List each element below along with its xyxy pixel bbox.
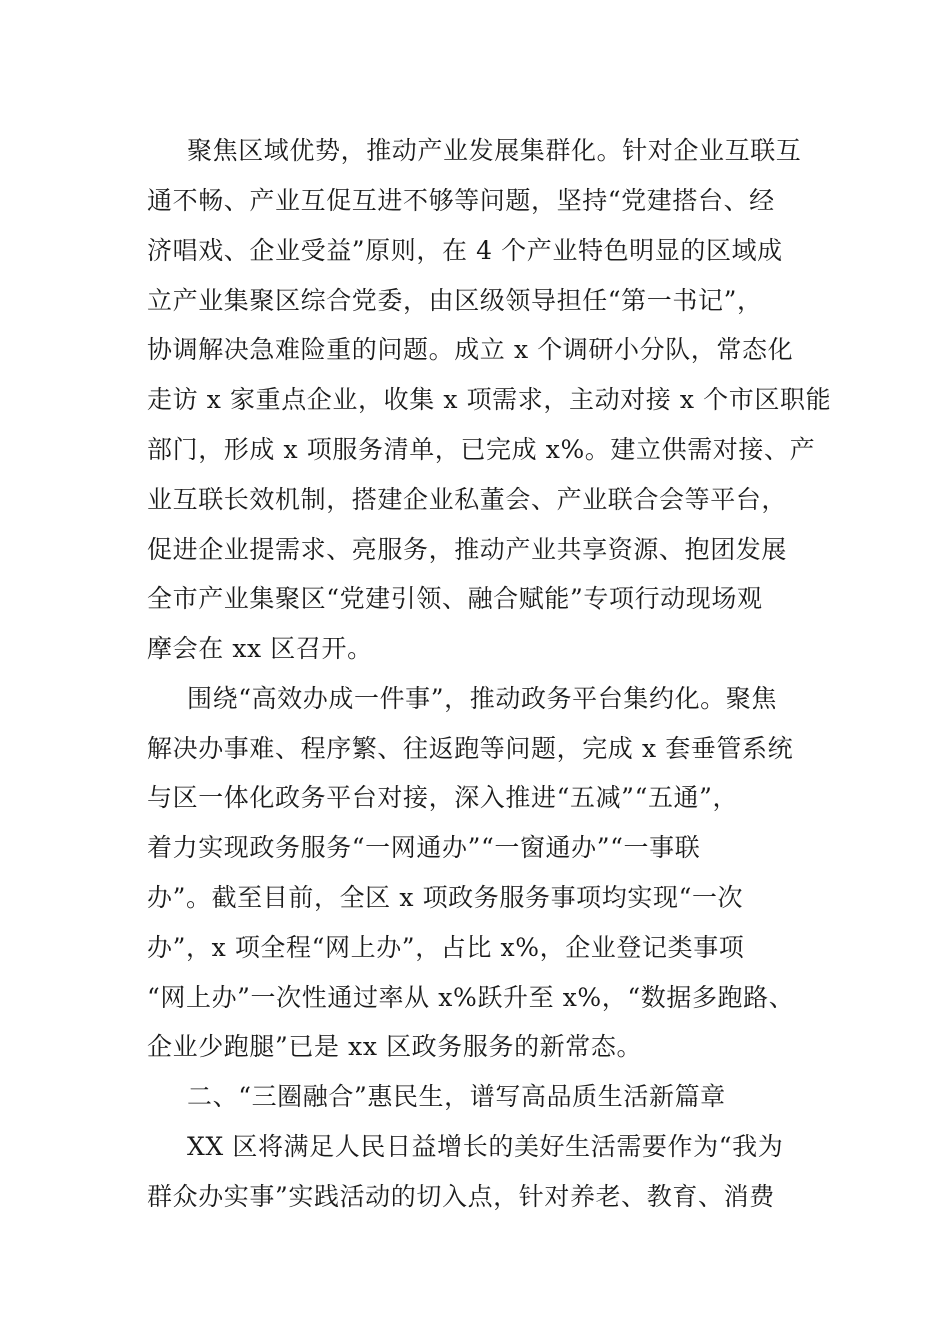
paragraph-2-line-7: “网上办”一次性通过率从 x%跃升至 x%，“数据多跑路、 [147, 983, 795, 1012]
paragraph-2-line-5: 办”。截至目前，全区 x 项政务服务事项均实现“一次 [147, 883, 744, 912]
paragraph-2-line-3: 与区一体化政务平台对接，深入推进“五减”“五通”， [147, 783, 739, 812]
paragraph-2-line-4: 着力实现政务服务“一网通办”“一窗通办”“一事联 [147, 833, 701, 862]
paragraph-1-line-6: 走访 x 家重点企业，收集 x 项需求，主动对接 x 个市区职能 [147, 385, 832, 414]
paragraph-2-line-8: 企业少跑腿”已是 xx 区政务服务的新常态。 [147, 1032, 643, 1061]
paragraph-1-line-5: 协调解决急难险重的问题。成立 x 个调研小分队，常态化 [147, 335, 794, 364]
paragraph-2-line-1: 围绕“高效办成一件事”，推动政务平台集约化。聚焦 [187, 684, 777, 713]
paragraph-1-line-4: 立产业集聚区综合党委，由区级领导担任“第一书记”， [147, 286, 763, 315]
paragraph-1-line-10: 全市产业集聚区“党建引领、融合赋能”专项行动现场观 [147, 584, 763, 613]
paragraph-2-line-2: 解决办事难、程序繁、往返跑等问题，完成 x 套垂管系统 [147, 734, 794, 763]
paragraph-1-line-8: 业互联长效机制，搭建企业私董会、产业联合会等平台， [147, 485, 788, 514]
section-heading: 二、“三圈融合”惠民生，谱写高品质生活新篇章 [187, 1082, 726, 1111]
paragraph-1-line-9: 促进企业提需求、亮服务，推动产业共享资源、抱团发展 [147, 535, 788, 564]
paragraph-1-line-11: 摩会在 xx 区召开。 [147, 634, 373, 663]
paragraph-1-line-3: 济唱戏、企业受益”原则，在 4 个产业特色明显的区域成 [147, 236, 783, 265]
paragraph-2-line-6: 办”，x 项全程“网上办”，占比 x%，企业登记类事项 [147, 933, 745, 962]
paragraph-1-line-1: 聚焦区域优势，推动产业发展集群化。针对企业互联互 [187, 136, 802, 165]
paragraph-3-line-2: 群众办实事”实践活动的切入点，针对养老、教育、消费 [147, 1182, 775, 1211]
paragraph-1-line-7: 部门，形成 x 项服务清单，已完成 x%。建立供需对接、产 [147, 435, 816, 464]
paragraph-3-line-1: XX 区将满足人民日益增长的美好生活需要作为“我为 [187, 1132, 784, 1161]
paragraph-1-line-2: 通不畅、产业互促互进不够等问题，坚持“党建搭台、经 [147, 186, 775, 215]
